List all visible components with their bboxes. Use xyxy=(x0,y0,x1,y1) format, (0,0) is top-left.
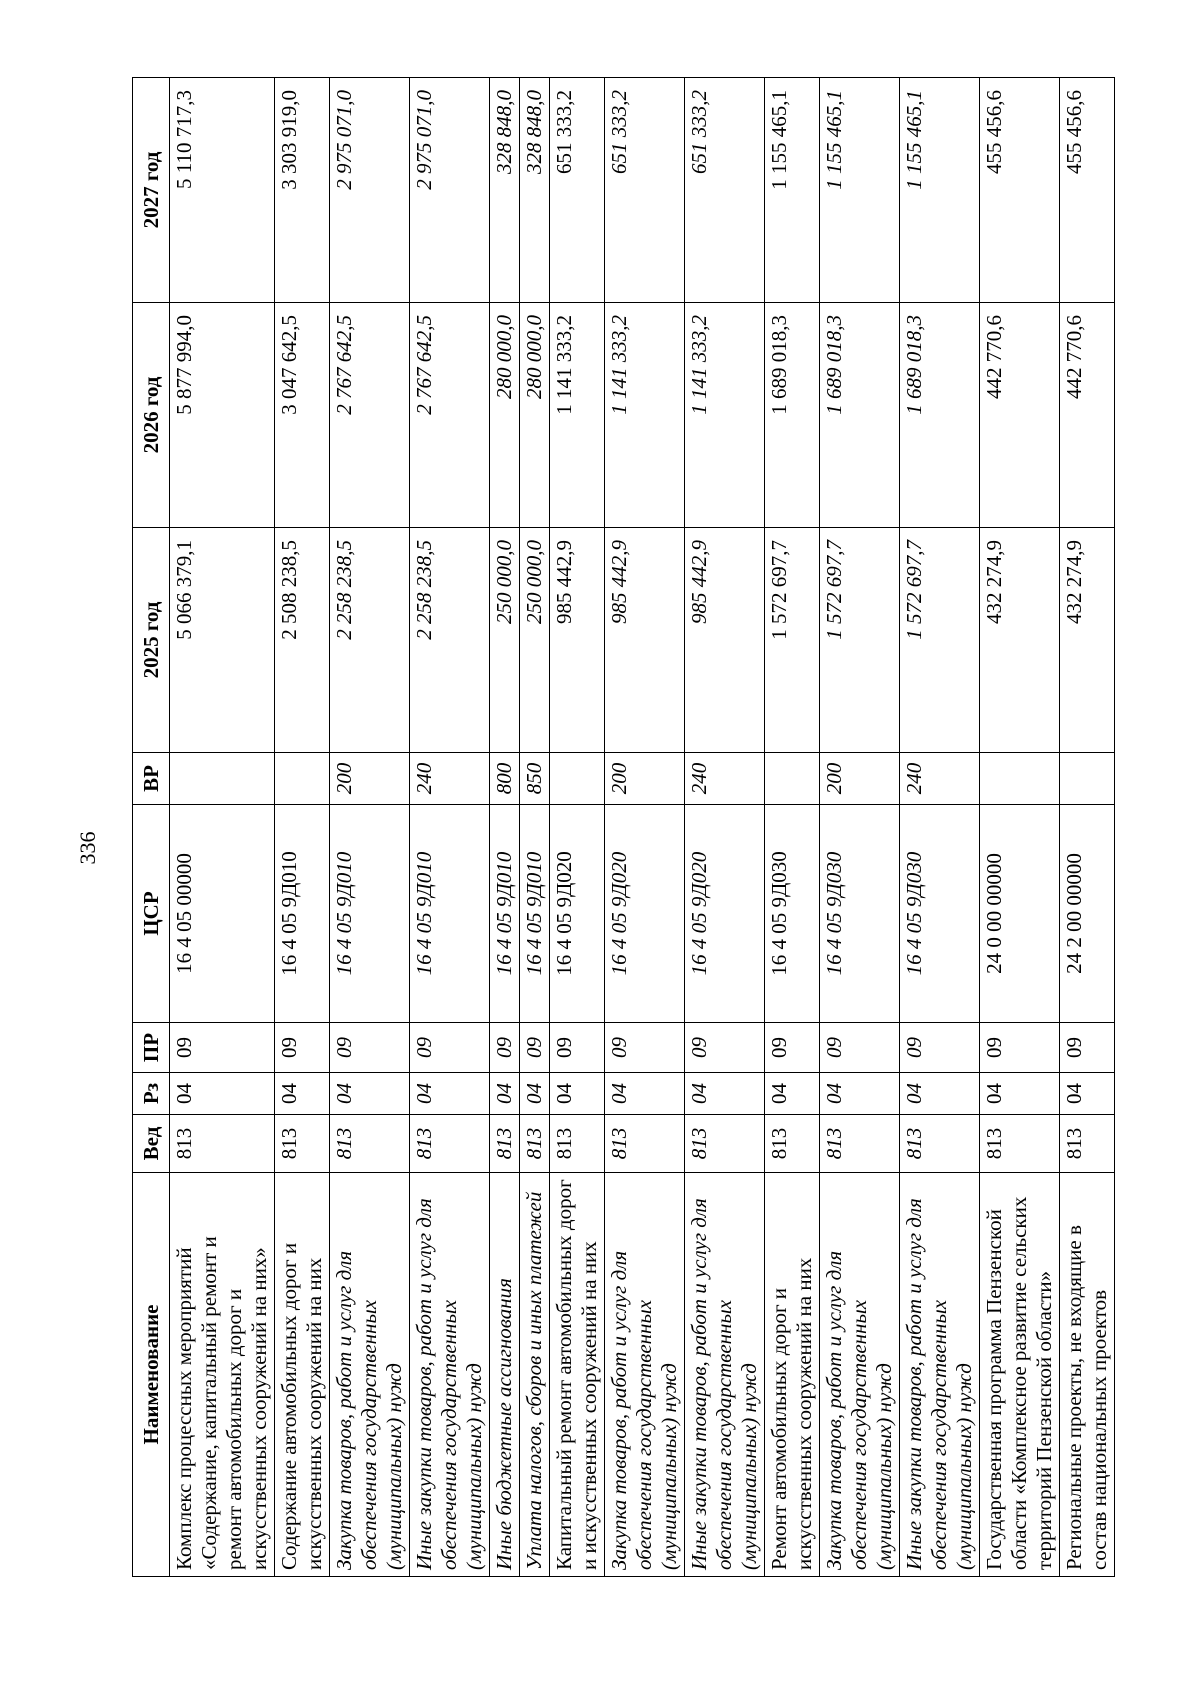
cell-rz: 04 xyxy=(1060,1073,1115,1115)
table-row xyxy=(1060,78,1115,1577)
cell-name: Капитальный ремонт автомобильных дорог и искусственных сооружений на них xyxy=(550,1173,605,1577)
cell-2027: 328 848,0 xyxy=(520,78,550,303)
cell-name: Иные закупки товаров, работ и услуг для обеспечения государственных (муниципальных) нужд xyxy=(685,1173,765,1577)
cell-2025: 432 274,9 xyxy=(980,528,1060,753)
cell-name: Содержание автомобильных дорог и искусственных сооружений на них xyxy=(275,1173,330,1577)
cell-csr: 16 4 05 9Д030 xyxy=(820,805,900,1023)
cell-2027: 1 155 465,1 xyxy=(900,78,980,303)
cell-ved: 813 xyxy=(820,1115,900,1173)
cell-ved: 813 xyxy=(605,1115,685,1173)
cell-csr: 16 4 05 9Д020 xyxy=(550,805,605,1023)
table-row xyxy=(520,78,550,1577)
cell-pr: 09 xyxy=(330,1023,410,1073)
cell-2026: 1 689 018,3 xyxy=(900,303,980,528)
header-ved: Вед xyxy=(133,1115,170,1173)
cell-2027: 2 975 071,0 xyxy=(330,78,410,303)
cell-2026: 1 689 018,3 xyxy=(820,303,900,528)
cell-2027: 455 456,6 xyxy=(980,78,1060,303)
cell-csr: 16 4 05 9Д010 xyxy=(330,805,410,1023)
cell-2025: 2 258 238,5 xyxy=(410,528,490,753)
cell-name: Комплекс процессных мероприятий «Содержание, капитальный ремонт и ремонт автомобильных дорог и искусственных сооружений на них» xyxy=(170,1173,275,1577)
cell-csr: 24 2 00 00000 xyxy=(1060,805,1115,1023)
cell-ved: 813 xyxy=(900,1115,980,1173)
cell-rz: 04 xyxy=(490,1073,520,1115)
table-row xyxy=(330,78,410,1577)
cell-csr: 16 4 05 9Д010 xyxy=(490,805,520,1023)
cell-vr: 200 xyxy=(605,753,685,805)
cell-ved: 813 xyxy=(1060,1115,1115,1173)
cell-pr: 09 xyxy=(900,1023,980,1073)
cell-vr: 200 xyxy=(820,753,900,805)
cell-name: Уплата налогов, сборов и иных платежей xyxy=(520,1173,550,1577)
cell-2026: 1 141 333,2 xyxy=(685,303,765,528)
cell-name: Иные бюджетные ассигнования xyxy=(490,1173,520,1577)
cell-2027: 651 333,2 xyxy=(550,78,605,303)
cell-pr: 09 xyxy=(170,1023,275,1073)
cell-2026: 1 141 333,2 xyxy=(550,303,605,528)
cell-2026: 442 770,6 xyxy=(1060,303,1115,528)
cell-pr: 09 xyxy=(275,1023,330,1073)
cell-rz: 04 xyxy=(605,1073,685,1115)
cell-csr: 16 4 05 9Д030 xyxy=(765,805,820,1023)
cell-pr: 09 xyxy=(1060,1023,1115,1073)
cell-2025: 985 442,9 xyxy=(550,528,605,753)
cell-2026: 442 770,6 xyxy=(980,303,1060,528)
cell-vr: 240 xyxy=(900,753,980,805)
cell-vr: 800 xyxy=(490,753,520,805)
cell-csr: 16 4 05 00000 xyxy=(170,805,275,1023)
cell-2025: 2 508 238,5 xyxy=(275,528,330,753)
header-vr: ВР xyxy=(133,753,170,805)
cell-2027: 455 456,6 xyxy=(1060,78,1115,303)
cell-vr xyxy=(765,753,820,805)
cell-vr xyxy=(275,753,330,805)
cell-ved: 813 xyxy=(550,1115,605,1173)
table-row xyxy=(685,78,765,1577)
cell-rz: 04 xyxy=(550,1073,605,1115)
cell-2027: 1 155 465,1 xyxy=(765,78,820,303)
cell-2027: 5 110 717,3 xyxy=(170,78,275,303)
cell-rz: 04 xyxy=(900,1073,980,1115)
cell-vr: 850 xyxy=(520,753,550,805)
cell-rz: 04 xyxy=(170,1073,275,1115)
cell-vr: 200 xyxy=(330,753,410,805)
cell-2026: 1 141 333,2 xyxy=(605,303,685,528)
cell-2026: 3 047 642,5 xyxy=(275,303,330,528)
cell-csr: 16 4 05 9Д010 xyxy=(520,805,550,1023)
cell-2025: 985 442,9 xyxy=(605,528,685,753)
table-row xyxy=(550,78,605,1577)
cell-name: Иные закупки товаров, работ и услуг для обеспечения государственных (муниципальных) нужд xyxy=(900,1173,980,1577)
cell-name: Закупка товаров, работ и услуг для обеспечения государственных (муниципальных) нужд xyxy=(605,1173,685,1577)
cell-2026: 2 767 642,5 xyxy=(410,303,490,528)
table-header-row xyxy=(133,78,170,1577)
table-row xyxy=(275,78,330,1577)
cell-rz: 04 xyxy=(765,1073,820,1115)
rotated-table-wrapper xyxy=(132,77,1115,1577)
cell-2027: 651 333,2 xyxy=(685,78,765,303)
cell-rz: 04 xyxy=(520,1073,550,1115)
cell-csr: 24 0 00 00000 xyxy=(980,805,1060,1023)
cell-ved: 813 xyxy=(685,1115,765,1173)
cell-vr xyxy=(1060,753,1115,805)
cell-ved: 813 xyxy=(330,1115,410,1173)
table-row xyxy=(980,78,1060,1577)
cell-2027: 3 303 919,0 xyxy=(275,78,330,303)
cell-rz: 04 xyxy=(275,1073,330,1115)
cell-csr: 16 4 05 9Д010 xyxy=(275,805,330,1023)
header-2025: 2025 год xyxy=(133,528,170,753)
cell-pr: 09 xyxy=(685,1023,765,1073)
cell-pr: 09 xyxy=(820,1023,900,1073)
cell-csr: 16 4 05 9Д010 xyxy=(410,805,490,1023)
cell-2027: 2 975 071,0 xyxy=(410,78,490,303)
cell-pr: 09 xyxy=(410,1023,490,1073)
header-2027: 2027 год xyxy=(133,78,170,303)
cell-2025: 1 572 697,7 xyxy=(900,528,980,753)
cell-name: Региональные проекты, не входящие в состав национальных проектов xyxy=(1060,1173,1115,1577)
cell-pr: 09 xyxy=(765,1023,820,1073)
cell-pr: 09 xyxy=(980,1023,1060,1073)
cell-2025: 432 274,9 xyxy=(1060,528,1115,753)
cell-ved: 813 xyxy=(490,1115,520,1173)
cell-2025: 5 066 379,1 xyxy=(170,528,275,753)
cell-pr: 09 xyxy=(550,1023,605,1073)
cell-2025: 250 000,0 xyxy=(520,528,550,753)
table-row xyxy=(490,78,520,1577)
cell-csr: 16 4 05 9Д020 xyxy=(685,805,765,1023)
cell-vr: 240 xyxy=(410,753,490,805)
cell-pr: 09 xyxy=(490,1023,520,1073)
cell-name: Закупка товаров, работ и услуг для обеспечения государственных (муниципальных) нужд xyxy=(820,1173,900,1577)
cell-name: Государственная программа Пензенской области «Комплексное развитие сельских территорий Пензенской области» xyxy=(980,1173,1060,1577)
cell-csr: 16 4 05 9Д030 xyxy=(900,805,980,1023)
header-name: Наименование xyxy=(133,1173,170,1577)
cell-2027: 328 848,0 xyxy=(490,78,520,303)
cell-rz: 04 xyxy=(330,1073,410,1115)
cell-2025: 985 442,9 xyxy=(685,528,765,753)
cell-2025: 250 000,0 xyxy=(490,528,520,753)
cell-ved: 813 xyxy=(275,1115,330,1173)
cell-rz: 04 xyxy=(820,1073,900,1115)
table-row xyxy=(765,78,820,1577)
cell-name: Ремонт автомобильных дорог и искусственных сооружений на них xyxy=(765,1173,820,1577)
cell-2026: 2 767 642,5 xyxy=(330,303,410,528)
cell-2025: 1 572 697,7 xyxy=(820,528,900,753)
cell-2025: 2 258 238,5 xyxy=(330,528,410,753)
cell-ved: 813 xyxy=(980,1115,1060,1173)
cell-2027: 651 333,2 xyxy=(605,78,685,303)
cell-vr xyxy=(550,753,605,805)
header-csr: ЦСР xyxy=(133,805,170,1023)
table-row xyxy=(170,78,275,1577)
cell-2027: 1 155 465,1 xyxy=(820,78,900,303)
cell-2026: 1 689 018,3 xyxy=(765,303,820,528)
cell-ved: 813 xyxy=(520,1115,550,1173)
cell-2025: 1 572 697,7 xyxy=(765,528,820,753)
cell-csr: 16 4 05 9Д020 xyxy=(605,805,685,1023)
cell-2026: 280 000,0 xyxy=(490,303,520,528)
cell-rz: 04 xyxy=(980,1073,1060,1115)
cell-ved: 813 xyxy=(170,1115,275,1173)
header-2026: 2026 год xyxy=(133,303,170,528)
cell-ved: 813 xyxy=(765,1115,820,1173)
table-row xyxy=(900,78,980,1577)
cell-ved: 813 xyxy=(410,1115,490,1173)
cell-2026: 5 877 994,0 xyxy=(170,303,275,528)
cell-2026: 280 000,0 xyxy=(520,303,550,528)
table-row xyxy=(410,78,490,1577)
cell-name: Иные закупки товаров, работ и услуг для обеспечения государственных (муниципальных) нужд xyxy=(410,1173,490,1577)
cell-vr: 240 xyxy=(685,753,765,805)
table-row xyxy=(605,78,685,1577)
cell-name: Закупка товаров, работ и услуг для обеспечения государственных (муниципальных) нужд xyxy=(330,1173,410,1577)
header-rz: Рз xyxy=(133,1073,170,1115)
cell-pr: 09 xyxy=(520,1023,550,1073)
cell-rz: 04 xyxy=(410,1073,490,1115)
header-pr: ПР xyxy=(133,1023,170,1073)
cell-pr: 09 xyxy=(605,1023,685,1073)
cell-rz: 04 xyxy=(685,1073,765,1115)
cell-vr xyxy=(980,753,1060,805)
page-number: 336 xyxy=(75,831,100,865)
cell-vr xyxy=(170,753,275,805)
budget-table xyxy=(132,77,1115,1577)
table-row xyxy=(820,78,900,1577)
